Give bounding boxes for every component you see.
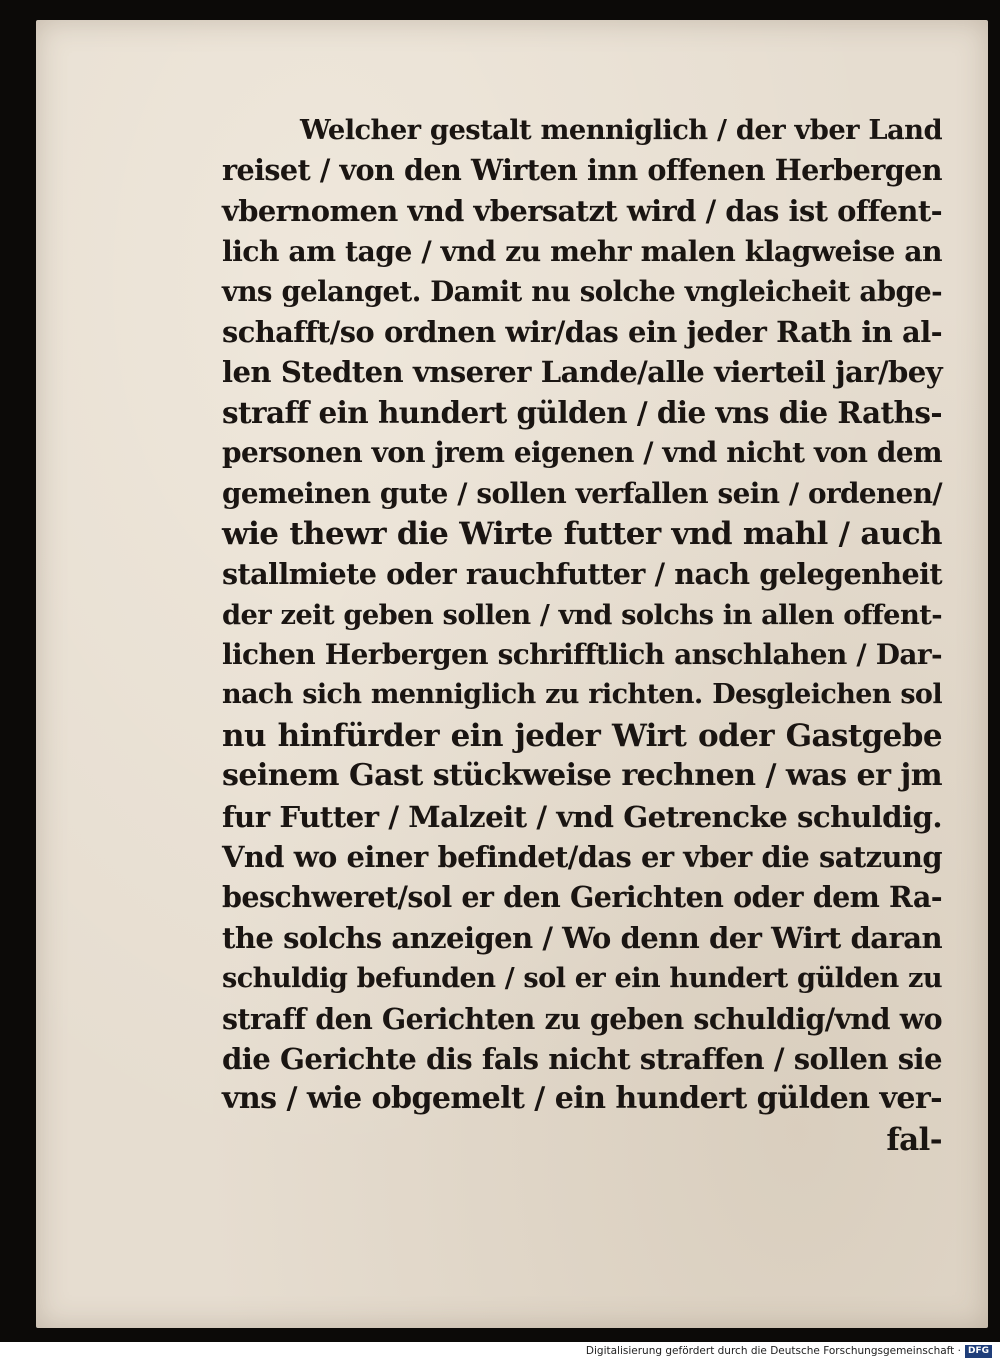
text-line: schuldig befunden / sol er ein hundert gülden zu bbox=[222, 962, 942, 995]
text-line: die Gerichte dis fals nicht straffen / sollen sie bbox=[222, 1041, 942, 1076]
text-line: lichen Herbergen schrifftlich anschlahen / Dar- bbox=[222, 638, 942, 672]
text-line: vns / wie obgemelt / ein hundert gülden ver- bbox=[222, 1081, 942, 1117]
text-line: schafft/so ordnen wir/das ein jeder Rath in al- bbox=[222, 314, 942, 349]
text-line: the solchs anzeigen / Wo denn der Wirt daran bbox=[222, 920, 942, 955]
dfg-logo: DFG bbox=[965, 1345, 992, 1358]
catchword: fal- bbox=[886, 1121, 942, 1158]
text-line: gemeinen gute / sollen verfallen sein / ordenen/ bbox=[222, 476, 942, 510]
text-line: wie thewr die Wirte futter vnd mahl / auch bbox=[222, 515, 942, 552]
text-line: straff ein hundert gülden / die vns die Raths- bbox=[222, 394, 942, 430]
text-line: beschweret/sol er den Gerichten oder dem Ra- bbox=[222, 880, 942, 915]
text-line: seinem Gast stückweise rechnen / was er jm bbox=[222, 758, 942, 794]
credit-text: Digitalisierung gefördert durch die Deutsche Forschungsgemeinschaft · bbox=[585, 1345, 961, 1357]
text-line: der zeit geben sollen / vnd solchs in allen offent- bbox=[222, 598, 942, 631]
text-line: Vnd wo einer befindet/das er vber die satzung bbox=[222, 840, 942, 875]
page-text bbox=[222, 110, 942, 1160]
text-line: straff den Gerichten zu geben schuldig/vnd wo bbox=[222, 1001, 942, 1036]
text-line: stallmiete oder rauchfutter / nach gelegenheit bbox=[222, 557, 942, 592]
digitization-credit bbox=[586, 1343, 992, 1359]
text-line: vbernomen vnd vbersatzt wird / das ist offent- bbox=[222, 193, 942, 228]
text-line: nach sich menniglich zu richten. Desgleichen sol bbox=[222, 679, 942, 711]
text-line: reiset / von den Wirten inn offenen Herbergen bbox=[222, 153, 942, 188]
text-line: lich am tage / vnd zu mehr malen klagweise an bbox=[222, 234, 942, 269]
text-line: vns gelanget. Damit nu solche vngleicheit abge- bbox=[222, 274, 942, 308]
text-line: personen von jrem eigenen / vnd nicht von dem bbox=[222, 436, 942, 470]
text-line: Welcher gestalt menniglich / der vber Land bbox=[300, 114, 942, 146]
text-line: nu hinfürder ein jeder Wirt oder Gastgebe bbox=[222, 717, 942, 754]
book-page bbox=[36, 20, 988, 1328]
text-line: len Stedten vnserer Lande/alle vierteil jar/bey bbox=[222, 355, 942, 390]
text-line: fur Futter / Malzeit / vnd Getrencke schuldig. bbox=[222, 798, 942, 834]
